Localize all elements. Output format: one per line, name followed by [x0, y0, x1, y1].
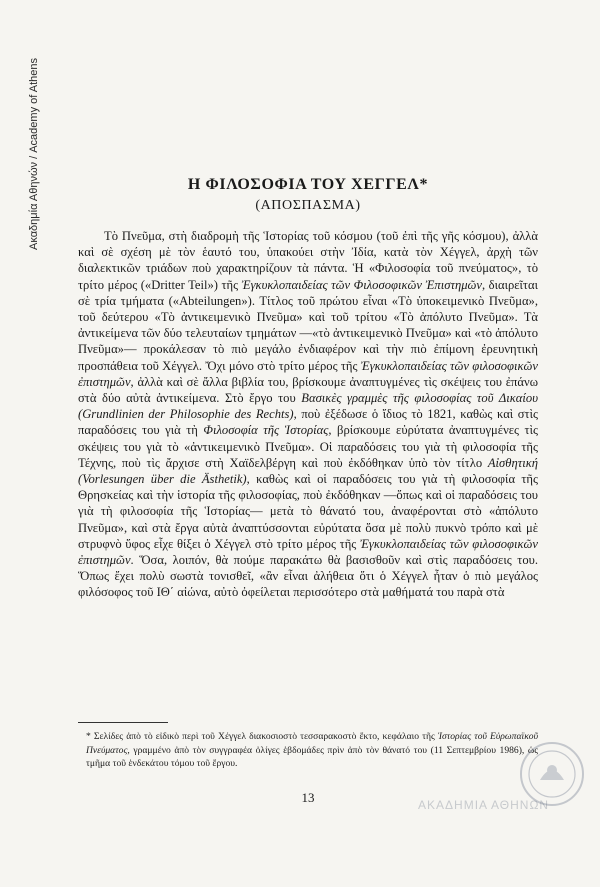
italic-title: Ἐγκυκλοπαιδείας τῶν φιλοσοφικῶν ἐπιστημῶν	[78, 536, 538, 568]
body-text	[78, 228, 538, 601]
paragraph	[78, 228, 538, 601]
italic-title: Ἐγκυκλοπαιδείας τῶν Φιλοσοφικῶν Ἐπιστημῶν	[241, 277, 482, 292]
text-run: , βρίσκουμε εὐρύτατα ἀναπτυγμένες τὶς σκέψεις του γιὰ τὸ «ἀντικειμενικὸ Πνεῦμα». Οἱ παραδόσεις του γιὰ τὴ φιλοσοφία τῆς Τέχνης, ποὺ τὶς ἄρχισε στὴ Χαϊδελβέργη καὶ ποὺ ἐκδόθηκαν ὑπὸ τὸν τίτλο	[78, 423, 538, 470]
footnote-rule	[78, 722, 168, 723]
page-subtitle: (ΑΠΟΣΠΑΣΜΑ)	[255, 198, 361, 213]
watermark-text: ΑΚΑΔΗΜΙΑ ΑΘΗΝΩΝ	[418, 798, 550, 812]
document-page	[78, 0, 538, 887]
footnote-text: , γραμμένο ἀπὸ τὸν συγγραφέα ὀλίγες ἑβδομάδες πρὶν ἀπὸ τὸν θάνατό του (11 Σεπτεμβρίου 1986), ὡς τμῆμα τοῦ ἑνδεκάτου τόμου τοῦ ἔργου.	[86, 744, 538, 770]
footnote-text: * Σελίδες ἀπὸ τὸ εἰδικὸ περὶ τοῦ Χέγγελ διακοσιοστὸ τεσσαρακοστὸ ἕκτο, κεφάλαιο τῆς	[86, 731, 438, 742]
footnote	[86, 730, 538, 771]
page-title: Η ΦΙΛΟΣΟΦΙΑ ΤΟΥ ΧΕΓΓΕΛ*	[187, 176, 429, 193]
text-run: , ἀλλὰ καὶ σὲ ἄλλα βιβλία του, βρίσκουμε ἀναπτυγμένες τὶς σκέψεις του ἐπάνω στὰ δύο αὐτὰ ἀντικείμενα. Στὸ ἔργο του	[78, 374, 538, 406]
text-run: , καθὼς καὶ οἱ παραδόσεις του γιὰ τὴ φιλοσοφία τῆς Θρησκείας καὶ τὴν ἱστορία τῆς φιλοσοφίας, ποὺ ἐκδόθηκαν —ὅπως καὶ οἱ παραδόσεις του γιὰ τὴ φιλοσοφία τῆς Ἱστορίας— μετὰ τὸ θάνατό του, ἀναφέρονται στὸ «ἀπόλυτο Πνεῦμα», καὶ στὰ ἔργα αὐτὰ ἀναπτύσσονται εὐρύτατα ὅσα μὲ πολὺ πυκνὸ τρόπο καὶ μὲ στρυφνὸ ὕφος εἶχε θίξει ὁ Χέγγελ στὸ τρίτο μέρος τῆς	[78, 472, 538, 551]
text-run: Τὸ Πνεῦμα, στὴ διαδρομὴ τῆς Ἱστορίας τοῦ κόσμου (τοῦ ἐπὶ τῆς γῆς κόσμου), ἀλλὰ καὶ σὲ σχέση μὲ τὸν ἑαυτό του, ὑπακούει στὴν Ἰδία, κατὰ τὸν Χέγγελ, ἀρχὴ τῶν διαλεκτικῶν τριάδων ποὺ χαρακτηρίζουν τὰ πάντα. Ἡ «Φιλοσοφία τοῦ πνεύματος», τὸ τρίτο μέρος («Dritter Teil») τῆς	[78, 229, 538, 292]
text-run: , ποὺ ἐξέδωσε ὁ ἴδιος τὸ 1821, καθὼς καὶ στὶς παραδόσεις του γιὰ τὴ	[78, 407, 538, 438]
footnote-italic: Ἱστορίας τοῦ Εὐρωπαϊκοῦ Πνεύματος	[86, 731, 538, 756]
text-run: , διαιρεῖται σὲ τρία τμήματα («Abteilungen»). Τίτλος τοῦ πρώτου εἶναι «Τὸ ὑποκειμενικὸ Πνεῦμα», τοῦ δεύτερου «Τὸ ἀντικειμενικὸ Πνεῦμα» καὶ τοῦ τρίτου «Τὸ ἀπόλυτο Πνεῦμα». Τὰ ἀντικείμενα τῶν δύο τελευταίων τμημάτων —«τὸ ἀντικειμενικὸ Πνεῦμα» καὶ «τὸ ἀπόλυτο Πνεῦμα»— προκάλεσαν τὸ πιὸ μεγάλο ἐνδιαφέρον καὶ τὴν πιὸ ἐπίμονη ἐρευνητικὴ προσπάθεια τοῦ Χέγγελ. Ὄχι μόνο στὸ τρίτο μέρος τῆς	[78, 277, 538, 373]
side-credit: Ακαδημία Αθηνών / Academy of Athens	[28, 57, 40, 250]
italic-title: Ἐγκυκλοπαιδείας τῶν φιλοσοφικῶν ἐπιστημῶν	[78, 358, 538, 389]
italic-title: Βασικὲς γραμμὲς τῆς φιλοσοφίας τοῦ Δικαίου (Grundlinien der Philosophie des Rechts)	[78, 391, 538, 422]
italic-title: Φιλοσοφία τῆς Ἱστορίας	[203, 423, 329, 438]
italic-title: Αἰσθητική (Vorlesungen über die Ästhetik)	[78, 455, 538, 487]
text-run: . Ὅσα, λοιπόν, θὰ πούμε παρακάτω θὰ βασισθοῦν καὶ στὶς παραδόσεις του. Ὅπως ἔχει πολὺ σωστὰ τονισθεῖ, «ἂν εἶναι ἀλήθεια ὅτι ὁ Χέγγελ ἦταν ὁ πιὸ μεγάλος φιλόσοφος τοῦ ΙΘ΄ αἰώνα, αὐτὸ ὀφείλεται περισσότερο στὰ μαθήματά του παρὰ στὰ	[78, 553, 538, 600]
page-number: 13	[301, 790, 315, 805]
